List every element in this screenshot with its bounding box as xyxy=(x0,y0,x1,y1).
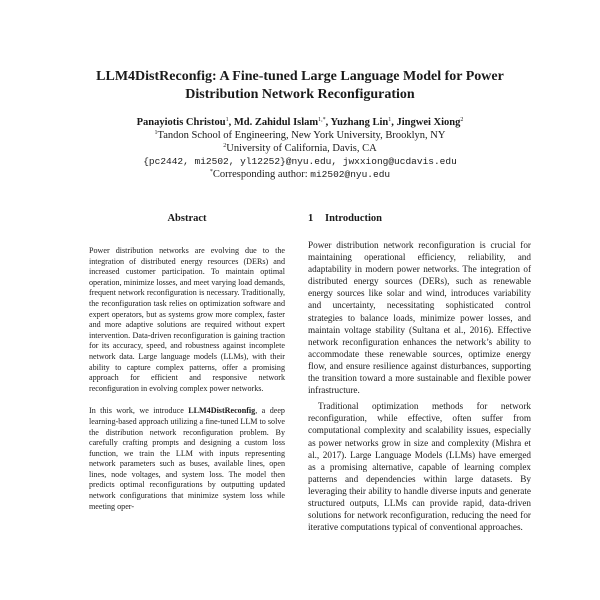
section-title: Introduction xyxy=(325,213,382,224)
author-4: Jingwei Xiong xyxy=(396,117,461,128)
abstract-p2-intro: In this work, we introduce xyxy=(89,406,189,416)
paper-title xyxy=(60,68,540,104)
corresponding-label: Corresponding author: xyxy=(212,169,311,180)
introduction-heading xyxy=(308,212,531,225)
abstract-column xyxy=(89,212,285,512)
section-number: 1 xyxy=(308,213,314,224)
author-2: Md. Zahidul Islam xyxy=(233,117,319,128)
author-2-sup: 1,* xyxy=(318,117,326,123)
author-1-sup: 1 xyxy=(225,117,229,123)
corresponding-email: mi2502@nyu.edu xyxy=(310,169,391,180)
abstract-paragraph-2 xyxy=(89,406,285,512)
corresponding-sup: * xyxy=(209,169,213,175)
affiliation-1 xyxy=(40,129,560,142)
abstract-heading: Abstract xyxy=(167,213,207,224)
affiliation-1-sup: 1 xyxy=(154,130,158,136)
author-4-sup: 2 xyxy=(460,117,464,123)
intro-paragraph-2: Traditional optimization methods for network reconfiguration, while effective, often suffer from computational complexity and scalability issues, especially as power networks grow in size and complexity (Mishra et al., 2017). Large Language Models (LLMs) have emerged as a promising alternative, capable of learning complex patterns and dependencies within large datasets. By leveraging their ability to handle diverse inputs and generate structured outputs, LLMs can provide rapid, data-driven solutions for network reconfiguration, reducing the need for iterative computations typical of conventional approaches. xyxy=(308,401,531,533)
affiliation-2-text: University of California, Davis, CA xyxy=(226,143,377,154)
title-line-2: Distribution Network Reconfiguration xyxy=(185,87,415,102)
affiliation-1-text: Tandon School of Engineering, New York University, Brooklyn, NY xyxy=(157,130,446,141)
author-names: Panayiotis Christou$^1$, Md. Zahidul Islam$^{1,*}$, Yuzhang Lin$^1$, Jingwei Xiong$^2$ xyxy=(136,117,464,128)
abstract-p2-body: , a deep learning-based approach utilizing a fine-tuned LLM to solve the distribution network reconfiguration problem. By carefully crafting prompts and designing a custom loss function, we train the LLM with inputs representing network parameters such as buses, available lines, open lines, node voltages, and system loss. The model then predicts optimal reconfigurations by outputting updated network configurations that minimize system loss while meeting oper- xyxy=(89,406,285,511)
author-3: Yuzhang Lin xyxy=(330,117,389,128)
affiliation-2 xyxy=(40,142,560,155)
author-1: Panayiotis Christou xyxy=(136,117,226,128)
corresponding-author xyxy=(40,168,560,181)
model-name: LLM4DistReconfig xyxy=(188,406,256,416)
author-3-sup: 1 xyxy=(388,117,392,123)
intro-paragraph-1: Power distribution network reconfiguration is crucial for maintaining operational efficiency, reliability, and adaptability in modern power networks. The integration of distributed energy sources (DERs), such as renewable energy sources like solar and wind, introduces variability and uncertainty, necessitating sophisticated control strategies to balance loads, minimize power losses, and maintain voltage stability (Sultana et al., 2016). Effective network reconfiguration enhances the network’s ability to accommodate these renewable sources, optimize energy flow, and ensure resilience against disturbances, supporting the transition toward a more sustainable and flexible power infrastructure. xyxy=(308,240,531,396)
author-emails: {pc2442, mi2502, yl12252}@nyu.edu, jwxxiong@ucdavis.edu xyxy=(143,156,457,167)
author-block xyxy=(40,116,560,181)
affiliation-2-sup: 2 xyxy=(223,143,227,149)
title-line-1: LLM4DistReconfig: A Fine-tuned Large Language Model for Power xyxy=(96,69,504,84)
abstract-paragraph-1: Power distribution networks are evolving due to the integration of distributed energy resources (DERs) and increased customer participation. To maintain optimal operation, minimize losses, and meet varying load demands, frequent network reconfiguration is necessary. Traditionally, the reconfiguration task relies on optimization software and expert operators, but as systems grow more complex, faster and more adaptive solutions are required without expert intervention. Data-driven reconfiguration is gaining traction for its accuracy, speed, and robustness against incomplete network data. Large language models (LLMs), with their ability to capture complex patterns, offer a promising approach for efficient and responsive network reconfiguration in evolving complex power networks. xyxy=(89,246,285,393)
introduction-column xyxy=(308,212,531,533)
